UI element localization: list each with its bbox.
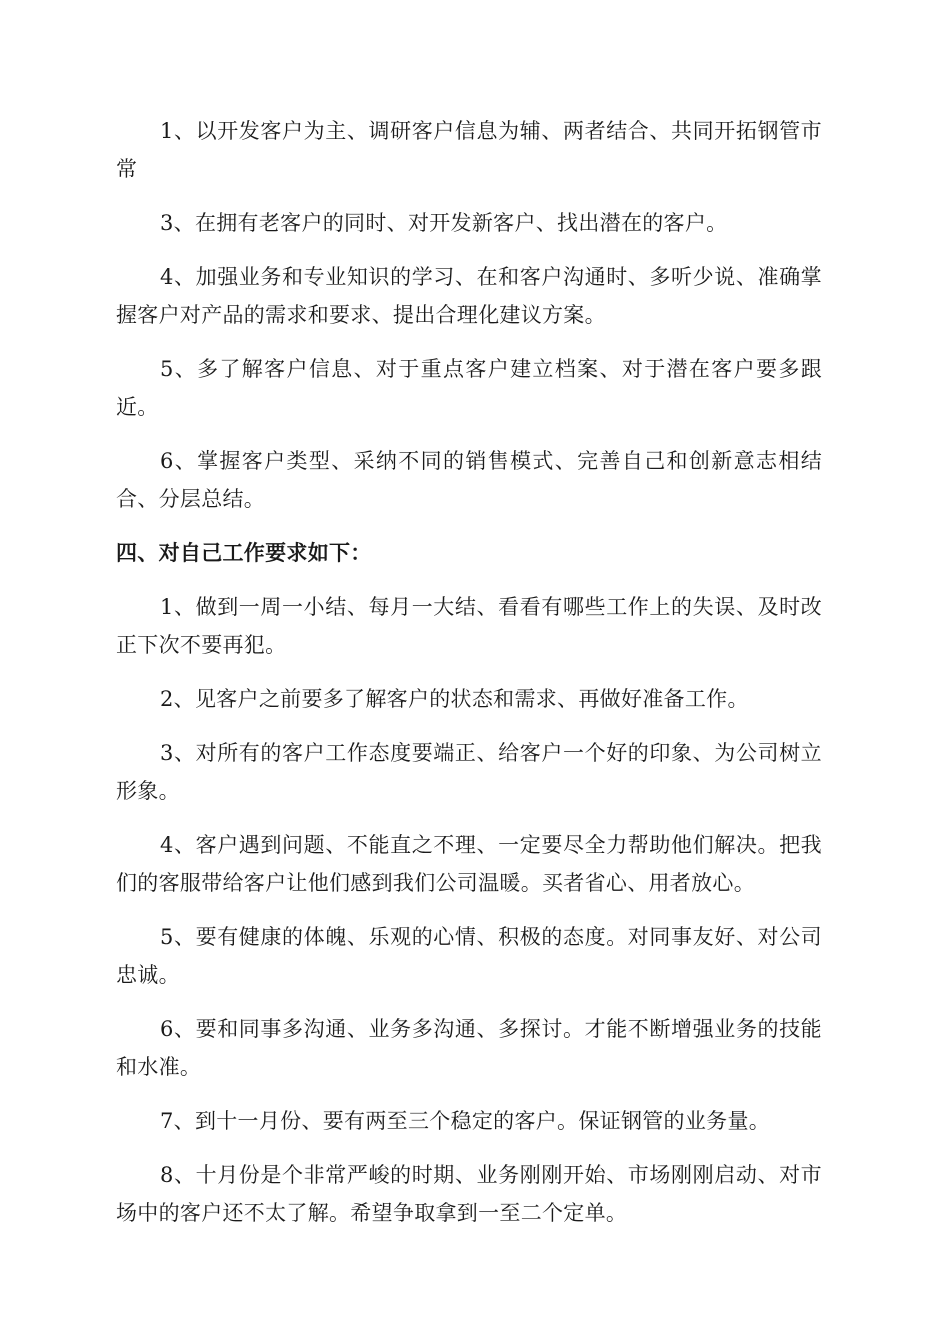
- paragraph-item-4: 4、加强业务和专业知识的学习、在和客户沟通时、多听少说、准确掌握客户对产品的需求和要求、提出合理化建议方案。: [116, 265, 822, 327]
- paragraph-item-1: 1、以开发客户为主、调研客户信息为辅、两者结合、共同开拓钢管市常: [116, 119, 822, 181]
- section-heading: 四、对自己工作要求如下：: [116, 541, 372, 565]
- requirement-item-3: 3、对所有的客户工作态度要端正、给客户一个好的印象、为公司树立形象。: [116, 741, 822, 803]
- paragraph-item-6: 6、掌握客户类型、采纳不同的销售模式、完善自己和创新意志相结合、分层总结。: [116, 449, 822, 511]
- requirement-item-1: 1、做到一周一小结、每月一大结、看看有哪些工作上的失误、及时改正下次不要再犯。: [116, 595, 822, 657]
- requirement-item-8: 8、十月份是个非常严峻的时期、业务刚刚开始、市场刚刚启动、对市场中的客户还不太了解。希望争取拿到一至二个定单。: [116, 1163, 822, 1225]
- requirement-item-5: 5、要有健康的体魄、乐观的心情、积极的态度。对同事友好、对公司忠诚。: [116, 925, 822, 987]
- requirement-item-2: 2、见客户之前要多了解客户的状态和需求、再做好准备工作。: [160, 687, 749, 711]
- paragraph-item-5: 5、多了解客户信息、对于重点客户建立档案、对于潜在客户要多跟近。: [116, 357, 822, 419]
- requirement-item-6: 6、要和同事多沟通、业务多沟通、多探讨。才能不断增强业务的技能和水准。: [116, 1017, 822, 1079]
- document-page: [116, 112, 822, 1248]
- paragraph-item-3: 3、在拥有老客户的同时、对开发新客户、找出潜在的客户。: [160, 211, 728, 235]
- requirement-item-7: 7、到十一月份、要有两至三个稳定的客户。保证钢管的业务量。: [160, 1109, 771, 1133]
- requirement-item-4: 4、客户遇到问题、不能直之不理、一定要尽全力帮助他们解决。把我们的客服带给客户让他们感到我们公司温暖。买者省心、用者放心。: [116, 833, 822, 895]
